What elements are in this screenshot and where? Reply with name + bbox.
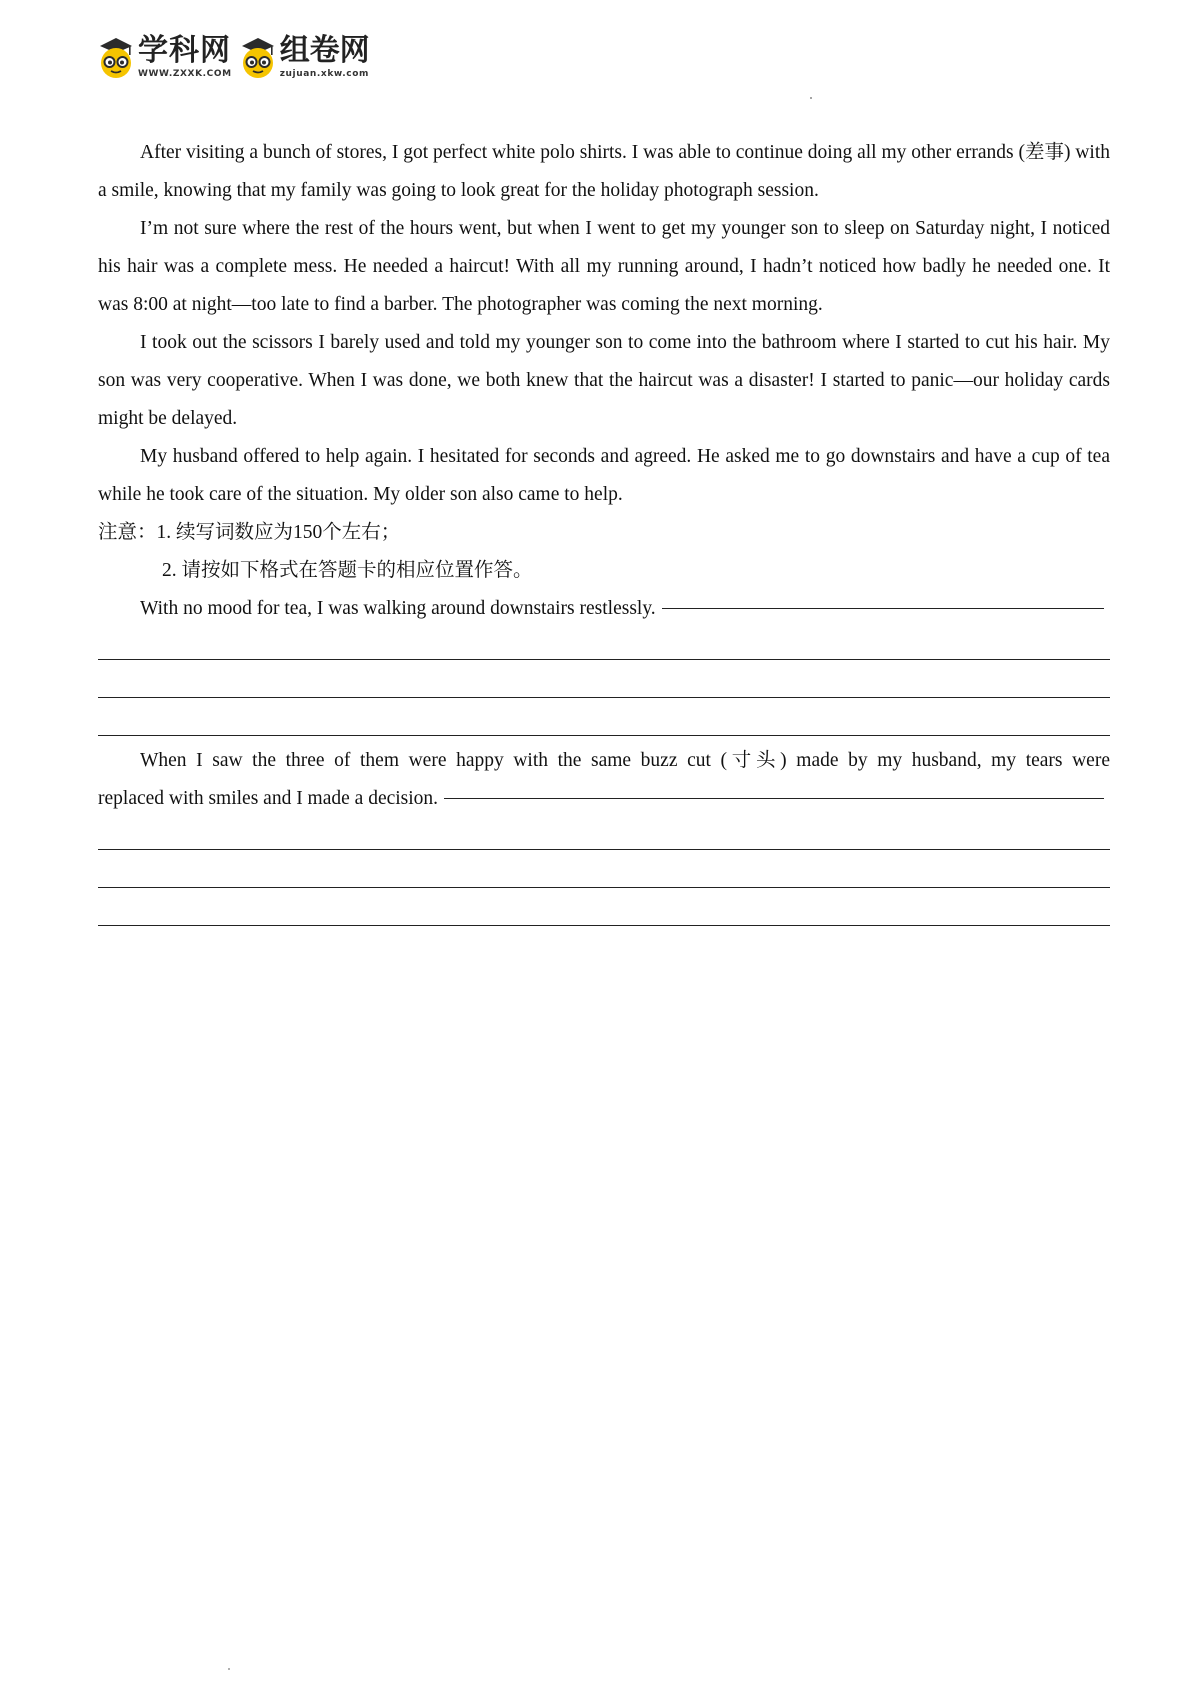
note-item-1: 1. 续写词数应为150个左右； (156, 522, 401, 543)
zujuan-logo[interactable] (238, 34, 370, 80)
stray-dot (810, 97, 812, 99)
zujuan-logo-name: 组卷网 (279, 33, 370, 68)
xkw-logo-url: WWW.ZXXK.COM (138, 69, 232, 79)
paragraph-2-prompt-line-1: When I saw the three of them were happy with the same buzz cut (寸头) made by my husband, my tears were (140, 750, 1110, 771)
answer-line[interactable] (98, 818, 1110, 856)
prompt-2-text: replaced with smiles and I made a decision. (98, 788, 439, 809)
paragraph-2-prompt-line-2 (98, 780, 1110, 818)
passage-paragraph: My husband offered to help again. I hesitated for seconds and agreed. He asked me to go downstairs and have a cup of tea while he took care of the situation. My older son also came to help. (98, 446, 1110, 505)
answer-line[interactable] (98, 666, 1110, 704)
document-body (98, 134, 1110, 932)
zujuan-logo-url: zujuan.xkw.com (279, 69, 369, 79)
answer-line[interactable] (98, 628, 1110, 666)
note-item-2: 2. 请按如下格式在答题卡的相应位置作答。 (162, 560, 533, 581)
answer-line[interactable] (98, 894, 1110, 932)
note-line-1 (98, 514, 1110, 552)
xkw-logo[interactable] (96, 34, 232, 80)
passage-paragraph: I’m not sure where the rest of the hours went, but when I went to get my younger son to sleep on Saturday night, I noticed his hair was a complete mess. He needed a haircut! With all my running around, I hadn’t noticed how badly he needed one. It was 8:00 at night—too late to find a barber. The photographer was coming the next morning. (98, 218, 1110, 315)
passage-paragraph: I took out the scissors I barely used and told my younger son to come into the bathroom where I started to cut his hair. My son was very cooperative. When I was done, we both knew that the haircut was a disaster! I started to panic—our holiday cards might be delayed. (98, 332, 1110, 429)
graduate-mascot-icon (238, 34, 278, 80)
prompt-1-text: With no mood for tea, I was walking around downstairs restlessly. (140, 598, 656, 619)
xkw-logo-name: 学科网 (138, 33, 231, 68)
answer-line[interactable] (98, 856, 1110, 894)
page-header (96, 34, 376, 86)
answer-line[interactable] (98, 704, 1110, 742)
note-label: 注意： (98, 522, 157, 543)
stray-dot (228, 1668, 230, 1670)
passage-paragraph: After visiting a bunch of stores, I got perfect white polo shirts. I was able to continue doing all my other errands (差事) with a smile, knowing that my family was going to look great for the holiday photograph session. (98, 142, 1110, 201)
graduate-mascot-icon (96, 34, 136, 80)
paragraph-1-prompt (98, 590, 1110, 628)
note-line-2 (98, 552, 1110, 590)
answer-blank[interactable] (444, 797, 1104, 799)
answer-blank[interactable] (662, 607, 1104, 609)
